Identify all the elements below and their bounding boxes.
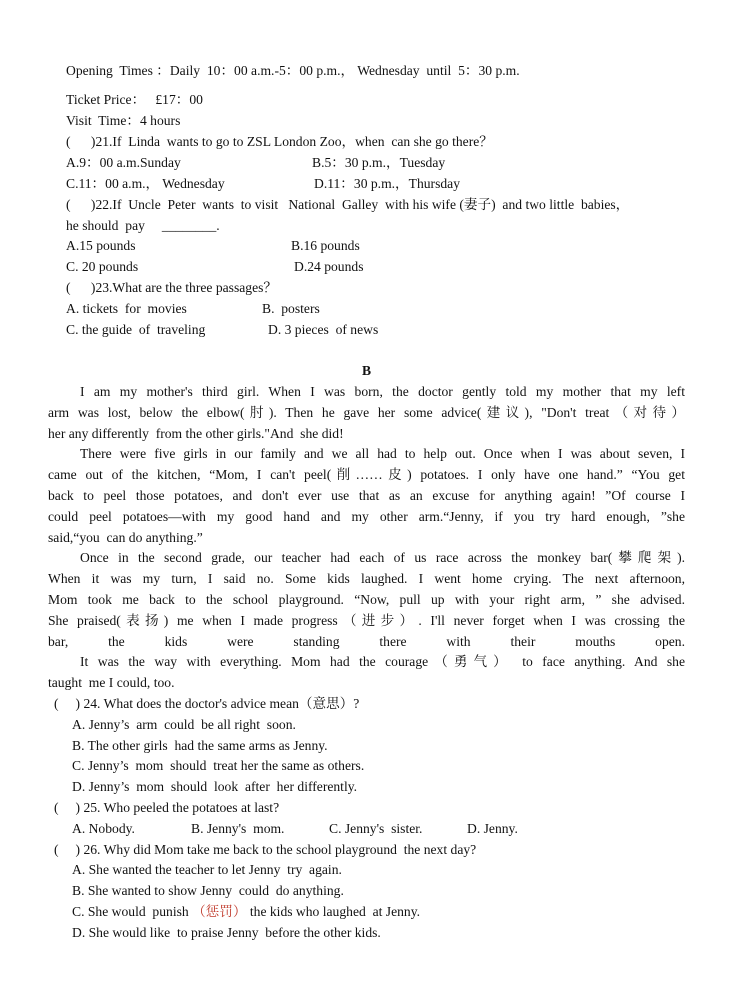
passage-line: It was the way with everything. Mom had the courage（勇气） to face anything. And she (80, 654, 685, 669)
question-22-stem-cont: he should pay ________. (66, 218, 220, 233)
question-25-option-a: A. Nobody. (72, 821, 135, 836)
question-25-option-d: D. Jenny. (467, 821, 518, 836)
question-26-stem: ( ) 26. Why did Mom take me back to the school playground the next day? (54, 842, 477, 857)
passage-line: There were five girls in our family and we all had to help out. Once when I was about seven, I (80, 446, 685, 461)
visit-time: Visit Time：4 hours (66, 113, 181, 128)
passage-line: Mom took me back to the school playground. “Now, pull up with your right arm, ” she advised. (48, 592, 685, 607)
question-23-option-b: B. posters (262, 301, 320, 316)
question-26-option-c-text: C. She would punish (72, 904, 193, 919)
passage-line: came out of the kitchen, “Mom, I can't peel(削……皮) potatoes. I only have one hand.” “You get (48, 467, 685, 482)
question-23-option-c: C. the guide of traveling (66, 322, 206, 337)
passage-line: bar, the kids were standing there with their mouths open. (48, 634, 685, 649)
question-22-option-a: A.15 pounds (66, 238, 136, 253)
question-23-stem: ( )23.What are the three passages？ (66, 280, 277, 295)
passage-line: When it was my turn, I said no. Some kids laughed. I went home crying. The next afternoon, (48, 571, 685, 586)
question-24-stem: ( ) 24. What does the doctor's advice mean（意思）? (54, 696, 360, 711)
passage-line: arm was lost, below the elbow(肘). Then he gave her some advice(建议), "Don't treat（对待） (48, 405, 685, 420)
passage-line: Once in the second grade, our teacher had each of us race across the monkey bar(攀爬架). (80, 550, 685, 565)
passage-line: She praised(表扬) me when I made progress（进步）. I'll never forget when I was crossing the (48, 613, 685, 628)
question-21-option-b: B.5：30 p.m.，Tuesday (312, 155, 446, 170)
question-21-stem: ( )21.If Linda wants to go to ZSL London Zoo，when can she go there？ (66, 134, 493, 149)
question-24-option-a: A. Jenny’s arm could be all right soon. (72, 717, 296, 732)
question-26-option-d: D. She would like to praise Jenny before the other kids. (72, 925, 381, 940)
question-23-option-a: A. tickets for movies (66, 301, 187, 316)
section-b-heading: B (361, 363, 372, 378)
question-24-option-b: B. The other girls had the same arms as Jenny. (72, 738, 328, 753)
passage-line: I am my mother's third girl. When I was born, the doctor gently told my mother that my left (80, 384, 685, 399)
question-25-option-c: C. Jenny's sister. (329, 821, 423, 836)
passage-line: her any differently from the other girls."And she did! (48, 426, 344, 441)
opening-times: Opening Times ：Daily 10：00 a.m.-5：00 p.m.， Wednesday until 5：30 p.m. (66, 63, 520, 78)
passage-line: said,“you can do anything.” (48, 530, 203, 545)
question-26-option-c-text-end: the kids who laughed at Jenny. (246, 904, 421, 919)
passage-line: back to peel those potatoes, and don't ever use that as an excuse for anything again! ”Of course I (48, 488, 685, 503)
question-21-option-c: C.11：00 a.m.， Wednesday (66, 176, 225, 191)
passage-line: taught me I could, too. (48, 675, 175, 690)
question-24-option-c: C. Jenny’s mom should treat her the same as others. (72, 758, 365, 773)
question-24-option-d: D. Jenny’s mom should look after her differently. (72, 779, 358, 794)
question-21-option-d: D.11：30 p.m.，Thursday (314, 176, 460, 191)
question-26-option-c-chinese: （惩罚） (192, 904, 247, 919)
question-22-option-d: D.24 pounds (294, 259, 364, 274)
question-22-option-c: C. 20 pounds (66, 259, 139, 274)
passage-line: could peel potatoes—with my good hand and my other arm.“Jenny, if you try hard enough, ”she (48, 509, 685, 524)
question-26-option-c (72, 904, 420, 920)
question-25-stem: ( ) 25. Who peeled the potatoes at last? (54, 800, 280, 815)
question-26-option-a: A. She wanted the teacher to let Jenny try again. (72, 862, 342, 877)
question-25-option-b: B. Jenny's mom. (191, 821, 285, 836)
question-22-stem: ( )22.If Uncle Peter wants to visit National Galley with his wife (妻子) and two little babies， (66, 197, 630, 212)
question-22-option-b: B.16 pounds (291, 238, 360, 253)
question-21-option-a: A.9：00 a.m.Sunday (66, 155, 181, 170)
question-26-option-b: B. She wanted to show Jenny could do anything. (72, 883, 344, 898)
question-23-option-d: D. 3 pieces of news (268, 322, 379, 337)
ticket-price: Ticket Price： £17：00 (66, 92, 203, 107)
